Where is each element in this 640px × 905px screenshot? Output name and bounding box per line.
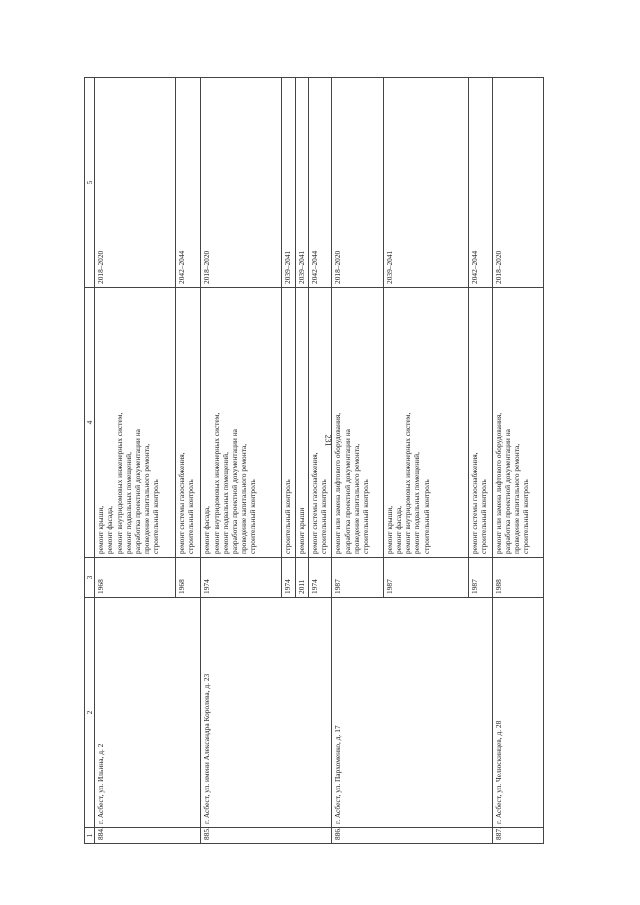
works-cell — [308, 288, 331, 558]
work-item: строительный контроль — [248, 479, 258, 554]
table-body — [95, 78, 544, 844]
column-header-1: 1 — [85, 828, 95, 844]
year-cell: 1968 — [95, 558, 176, 598]
work-item: строительный контроль — [151, 479, 161, 554]
year-cell: 1974 — [308, 558, 331, 598]
address-cell: г. Асбест, ул. имени Александра Королева, д. 23 — [201, 598, 332, 828]
work-item: разработка проектной документации на — [502, 429, 512, 554]
year-cell: 1988 — [492, 558, 544, 598]
work-item: ремонт подвальных помещений, — [412, 452, 422, 554]
work-item: проведение капитального ремонта, — [142, 443, 152, 554]
address-cell: г. Асбест, ул. Пархоменко, д. 17 — [332, 598, 492, 828]
year-cell: 1987 — [332, 558, 383, 598]
period-cell: 2042–2044 — [469, 78, 492, 288]
address-cell: г. Асбест, ул. Ильина, д. 2 — [95, 598, 201, 828]
table-wrapper — [84, 78, 544, 844]
work-item: строительный контроль — [479, 479, 489, 554]
work-item: разработка проектной документации на — [229, 429, 239, 554]
table-row — [201, 78, 282, 844]
work-item: проведение капитального ремонта, — [351, 443, 361, 554]
works-cell — [295, 288, 308, 558]
period-cell: 2039–2041 — [383, 78, 468, 288]
works-cell — [383, 288, 468, 558]
works-cell — [282, 288, 295, 558]
work-item: ремонт крыши, — [384, 505, 394, 554]
works-cell — [332, 288, 383, 558]
period-cell: 2042–2044 — [308, 78, 331, 288]
column-header-2: 2 — [85, 598, 95, 828]
period-cell: 2018–2020 — [201, 78, 282, 288]
year-cell: 1968 — [176, 558, 201, 598]
period-cell: 2039–2041 — [282, 78, 295, 288]
work-item: строительный контроль — [360, 479, 370, 554]
work-item: ремонт фасада, — [202, 506, 212, 554]
work-item: ремонт системы газоснабжения, — [309, 452, 319, 554]
work-item: ремонт внутридомовых инженерных систем, — [403, 412, 413, 554]
page-number: 231 — [323, 434, 333, 447]
row-number-cell: 887. — [492, 828, 544, 844]
table-row — [332, 78, 383, 844]
work-item: проведение капитального ремонта, — [239, 443, 249, 554]
work-item: строительный контроль — [283, 479, 293, 554]
year-cell: 1974 — [201, 558, 282, 598]
period-cell: 2018–2020 — [492, 78, 544, 288]
period-cell: 2039–2041 — [295, 78, 308, 288]
period-cell: 2042–2044 — [176, 78, 201, 288]
work-item: ремонт фасада, — [393, 506, 403, 554]
capital-repair-table — [84, 77, 544, 844]
column-header-3: 3 — [85, 558, 95, 598]
work-item: ремонт фасада, — [105, 506, 115, 554]
work-item: ремонт подвальных помещений, — [220, 452, 230, 554]
work-item: ремонт системы газоснабжения, — [470, 452, 480, 554]
works-cell — [492, 288, 544, 558]
year-cell: 1974 — [282, 558, 295, 598]
work-item: разработка проектной документации на — [342, 429, 352, 554]
works-cell — [469, 288, 492, 558]
period-cell: 2018–2020 — [332, 78, 383, 288]
address-cell: г. Асбест, ул. Челюскинцев, д. 28 — [492, 598, 544, 828]
work-item: строительный контроль — [421, 479, 431, 554]
works-cell — [201, 288, 282, 558]
work-item: ремонт крыши — [296, 507, 306, 554]
row-number-cell: 885. — [201, 828, 332, 844]
works-cell — [95, 288, 176, 558]
column-header-4: 4 — [85, 288, 95, 558]
work-item: ремонт внутридомовых инженерных систем, — [114, 412, 124, 554]
work-item: строительный контроль — [186, 479, 196, 554]
row-number-cell: 884. — [95, 828, 201, 844]
work-item: ремонт системы газоснабжения, — [177, 452, 187, 554]
year-cell: 2011 — [295, 558, 308, 598]
column-number-row — [85, 78, 95, 844]
table-row — [492, 78, 544, 844]
year-cell: 1987 — [469, 558, 492, 598]
work-item: разработка проектной документации на — [133, 429, 143, 554]
works-cell — [176, 288, 201, 558]
work-item: ремонт подвальных помещений, — [123, 452, 133, 554]
work-item: ремонт или замена лифтового оборудования, — [493, 412, 503, 554]
row-number-cell: 886. — [332, 828, 492, 844]
rotated-table-container — [84, 78, 544, 844]
work-item: ремонт внутридомовых инженерных систем, — [211, 412, 221, 554]
year-cell: 1987 — [383, 558, 468, 598]
period-cell: 2018–2020 — [95, 78, 176, 288]
work-item: ремонт крыши, — [96, 505, 106, 554]
work-item: проведение капитального ремонта, — [511, 443, 521, 554]
column-header-5: 5 — [85, 78, 95, 288]
table-row — [95, 78, 176, 844]
work-item: строительный контроль — [319, 479, 329, 554]
work-item: ремонт или замена лифтового оборудования, — [333, 412, 343, 554]
work-item: строительный контроль — [521, 479, 531, 554]
